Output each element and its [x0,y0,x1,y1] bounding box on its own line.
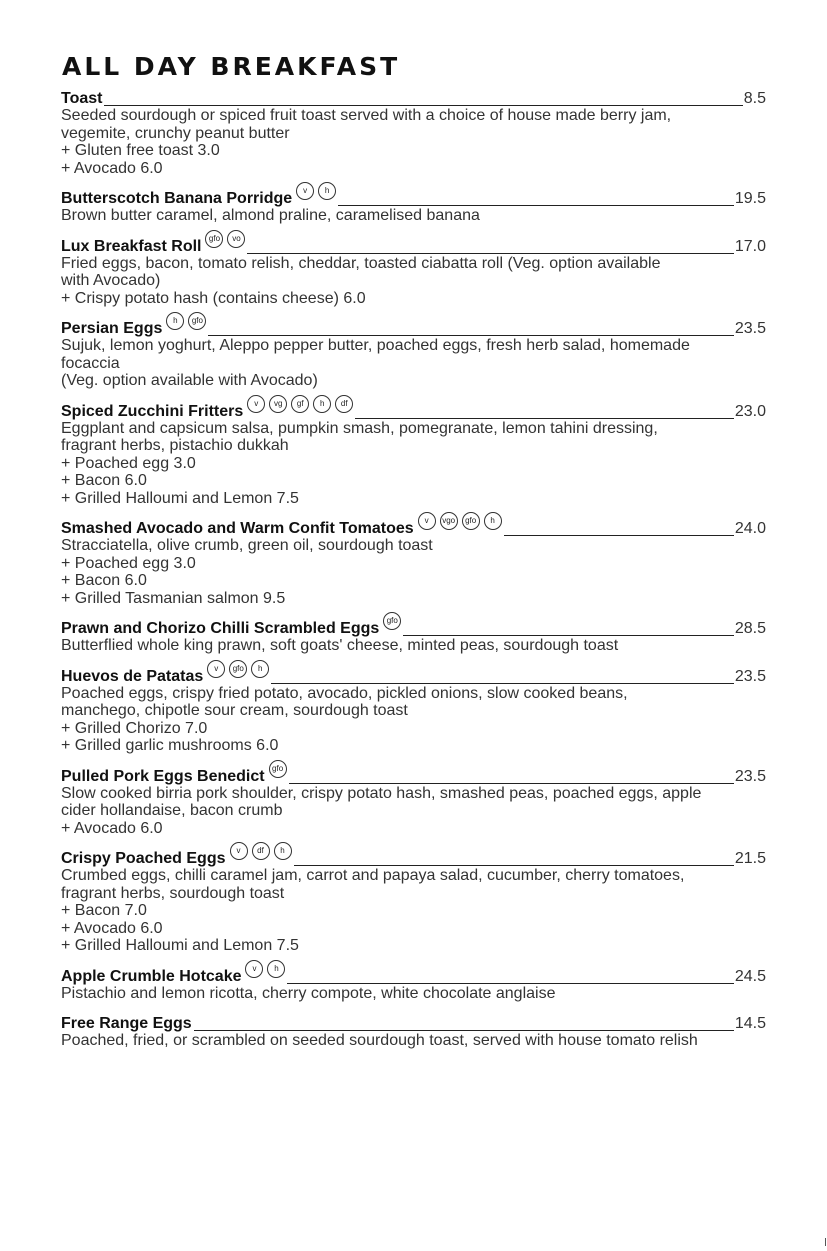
menu-item-name: Pulled Pork Eggs Benedict [61,767,265,785]
dietary-tag-icon: h [318,182,336,200]
dietary-tags [296,182,336,200]
menu-item-description-line: Crumbed eggs, chilli caramel jam, carrot and papaya salad, cucumber, cherry tomatoes, [61,867,685,884]
menu-item-description-line: + Crispy potato hash (contains cheese) 6.0 [61,289,366,307]
dietary-tag-icon: h [166,312,184,330]
menu-item-header [61,618,766,637]
dietary-tag-icon: vg [269,395,287,413]
menu-item-price: 21.5 [734,850,766,867]
menu-item-header [61,763,766,785]
dietary-tag-icon: gfo [269,760,287,778]
menu-item-name: Smashed Avocado and Warm Confit Tomatoes [61,520,414,537]
leader-line [247,253,733,254]
menu-item-description-line: Sujuk, lemon yoghurt, Aleppo pepper butter, poached eggs, fresh herb salad, homemade [61,337,690,354]
menu-item-name: Prawn and Chorizo Chilli Scrambled Eggs [61,620,380,637]
menu-item-description-line: fragrant herbs, pistachio dukkah [61,437,289,454]
menu-item-price: 19.5 [734,190,766,207]
menu-item-name: Crispy Poached Eggs [61,850,226,867]
menu-item-header [61,1013,766,1032]
leader-line [289,783,734,784]
menu-item [61,763,766,838]
menu-item-description-line: Pistachio and lemon ricotta, cherry compote, white chocolate anglaise [61,984,556,1002]
menu-item-description-line: focaccia [61,354,120,372]
leader-line [504,535,734,536]
menu-item-header [61,663,766,685]
menu-item-description-line: + Avocado 6.0 [61,919,163,937]
menu-item-name: Persian Eggs [61,320,163,337]
dietary-tag-icon: gfo [188,312,206,330]
menu-item-header [61,318,766,337]
menu-item-description-line: Brown butter caramel, almond praline, caramelised banana [61,207,480,224]
menu-item-name: Butterscotch Banana Porridge [61,190,293,207]
dietary-tags [247,395,353,413]
menu-item-price: 24.0 [734,520,766,537]
menu-item [61,398,766,508]
dietary-tags [269,760,287,778]
menu-item-price: 23.5 [734,667,766,685]
menu-item-description-line: + Avocado 6.0 [61,159,163,177]
dietary-tag-icon: gfo [205,230,223,248]
menu-page [61,52,766,1061]
menu-item-description-line: Eggplant and capsicum salsa, pumpkin smash, pomegranate, lemon tahini dressing, [61,419,658,437]
menu-item-header [61,233,766,255]
menu-item-price: 23.5 [734,767,766,785]
menu-item-header [61,518,766,537]
leader-line [104,105,742,106]
leader-line [403,635,734,636]
menu-item-description-line: (Veg. option available with Avocado) [61,372,318,389]
dietary-tags [383,612,401,630]
menu-item-description-line: + Grilled garlic mushrooms 6.0 [61,737,279,754]
leader-line [294,865,734,866]
leader-line [194,1030,734,1031]
menu-item-header [61,848,766,867]
menu-item-name: Lux Breakfast Roll [61,237,202,255]
menu-item-description-line: vegemite, crunchy peanut butter [61,124,290,142]
dietary-tags [166,312,206,330]
menu-item [61,618,766,655]
menu-item [61,88,766,177]
menu-item [61,233,766,308]
menu-item [61,848,766,955]
menu-item-name: Spiced Zucchini Fritters [61,402,244,420]
menu-item [61,518,766,607]
menu-item-list [61,88,766,1050]
menu-item-description-line: + Grilled Tasmanian salmon 9.5 [61,589,286,607]
menu-item [61,963,766,1003]
menu-item-price: 17.0 [734,237,766,255]
menu-item-description-line: Poached eggs, crispy fried potato, avocado, pickled onions, slow cooked beans, [61,684,628,702]
dietary-tags [245,960,285,978]
dietary-tag-icon: h [251,660,269,678]
menu-item-description-line: Fried eggs, bacon, tomato relish, cheddar, toasted ciabatta roll (Veg. option available [61,254,661,272]
dietary-tag-icon: vgo [440,512,458,530]
menu-item [61,188,766,225]
leader-line [355,418,734,419]
dietary-tag-icon: h [313,395,331,413]
dietary-tag-icon: v [230,842,248,860]
menu-item-name: Free Range Eggs [61,1015,192,1032]
menu-item-name: Huevos de Patatas [61,667,204,685]
dietary-tags [230,842,292,860]
menu-item-header [61,398,766,420]
leader-line [271,683,734,684]
dietary-tag-icon: vo [227,230,245,248]
menu-item-price: 23.5 [734,320,766,337]
dietary-tags [205,230,245,248]
menu-item-description-line: + Grilled Halloumi and Lemon 7.5 [61,489,299,507]
menu-item-description-line: + Poached egg 3.0 [61,554,196,572]
dietary-tags [418,512,502,530]
menu-item-description-line: + Avocado 6.0 [61,819,163,837]
dietary-tag-icon: gfo [229,660,247,678]
menu-item-description-line: + Bacon 6.0 [61,472,147,489]
dietary-tag-icon: v [207,660,225,678]
dietary-tag-icon: df [335,395,353,413]
leader-line [208,335,733,336]
menu-item-description-line: + Poached egg 3.0 [61,454,196,472]
leader-line [287,983,733,984]
dietary-tag-icon: v [296,182,314,200]
menu-item-price: 28.5 [734,620,766,637]
menu-item-description-line: manchego, chipotle sour cream, sourdough toast [61,702,408,719]
dietary-tag-icon: v [245,960,263,978]
menu-item-description-line: with Avocado) [61,272,161,289]
menu-item-description-line: fragrant herbs, sourdough toast [61,884,285,902]
menu-title: ALL DAY BREAKFAST [62,52,401,81]
menu-item-description-line: + Gluten free toast 3.0 [61,142,220,159]
menu-item-description-line: Stracciatella, olive crumb, green oil, sourdough toast [61,537,433,554]
menu-item-description-line: Poached, fried, or scrambled on seeded sourdough toast, served with house tomato relish [61,1032,698,1049]
dietary-tags [207,660,269,678]
dietary-tag-icon: h [274,842,292,860]
dietary-tag-icon: gfo [383,612,401,630]
menu-item-price: 8.5 [743,90,766,107]
dietary-tag-icon: v [418,512,436,530]
menu-item-name: Apple Crumble Hotcake [61,967,242,985]
menu-item-description-line: Butterflied whole king prawn, soft goats' cheese, minted peas, sourdough toast [61,637,619,654]
menu-item-header [61,88,766,107]
menu-item-price: 24.5 [734,967,766,985]
menu-item-description-line: Slow cooked birria pork shoulder, crispy potato hash, smashed peas, poached eggs, apple [61,784,702,802]
dietary-tag-icon: gfo [462,512,480,530]
menu-item-header [61,188,766,207]
dietary-tag-icon: df [252,842,270,860]
menu-item-price: 14.5 [734,1015,766,1032]
menu-item-header [61,963,766,985]
menu-item-description-line: + Grilled Halloumi and Lemon 7.5 [61,937,299,954]
dietary-tag-icon: gf [291,395,309,413]
menu-item [61,663,766,755]
menu-item-description-line: + Bacon 6.0 [61,572,147,589]
menu-item [61,1013,766,1050]
leader-line [338,205,734,206]
menu-item [61,318,766,390]
menu-item-description-line: Seeded sourdough or spiced fruit toast served with a choice of house made berry jam, [61,107,672,124]
dietary-tag-icon: h [484,512,502,530]
menu-item-description-line: + Grilled Chorizo 7.0 [61,719,208,737]
dietary-tag-icon: v [247,395,265,413]
menu-item-description-line: cider hollandaise, bacon crumb [61,802,283,819]
menu-item-price: 23.0 [734,402,766,420]
menu-item-name: Toast [61,90,103,107]
dietary-tag-icon: h [267,960,285,978]
menu-item-description-line: + Bacon 7.0 [61,902,147,919]
